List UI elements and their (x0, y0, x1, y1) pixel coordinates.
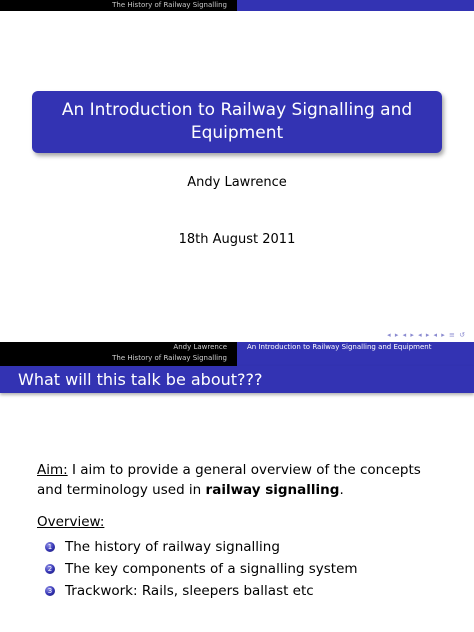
presentation-author: Andy Lawrence (187, 175, 287, 190)
list-item-text: Trackwork: Rails, sleepers ballast etc (65, 583, 314, 599)
footer-left (0, 342, 237, 366)
presentation-title: An Introduction to Railway Signalling and Equipment (32, 91, 442, 153)
overview-list (45, 536, 358, 602)
list-item-text: The key components of a signalling system (65, 561, 358, 577)
footer-section: The History of Railway Signalling (112, 354, 227, 362)
header-bar (0, 0, 474, 11)
aim-paragraph (37, 460, 437, 500)
list-item (45, 558, 358, 580)
numbered-ball-icon: 1 (45, 542, 55, 552)
list-item-text: The history of railway signalling (65, 539, 280, 555)
list-item (45, 536, 358, 558)
aim-label: Aim: (37, 462, 68, 478)
footer-title: An Introduction to Railway Signalling and Equipment (237, 342, 474, 366)
presentation-date: 18th August 2011 (178, 232, 296, 247)
header-blue-band (237, 0, 474, 11)
footer-author: Andy Lawrence (173, 343, 227, 351)
frame-title: What will this talk be about??? (0, 366, 474, 393)
list-item (45, 580, 358, 602)
numbered-ball-icon: 3 (45, 586, 55, 596)
aim-bold-term: railway signalling (205, 482, 340, 498)
numbered-ball-icon: 2 (45, 564, 55, 574)
aim-text: I aim to provide a general overview of the concepts and terminology used in (37, 462, 421, 498)
footer-bar (0, 342, 474, 366)
aim-end: . (339, 482, 344, 498)
navigation-symbols[interactable]: ◂ ▸ ◂ ▸ ◂ ▸ ◂ ▸ ≡ ↺ (387, 331, 466, 339)
header-section-label: The History of Railway Signalling (0, 0, 237, 11)
overview-label: Overview: (37, 514, 105, 530)
